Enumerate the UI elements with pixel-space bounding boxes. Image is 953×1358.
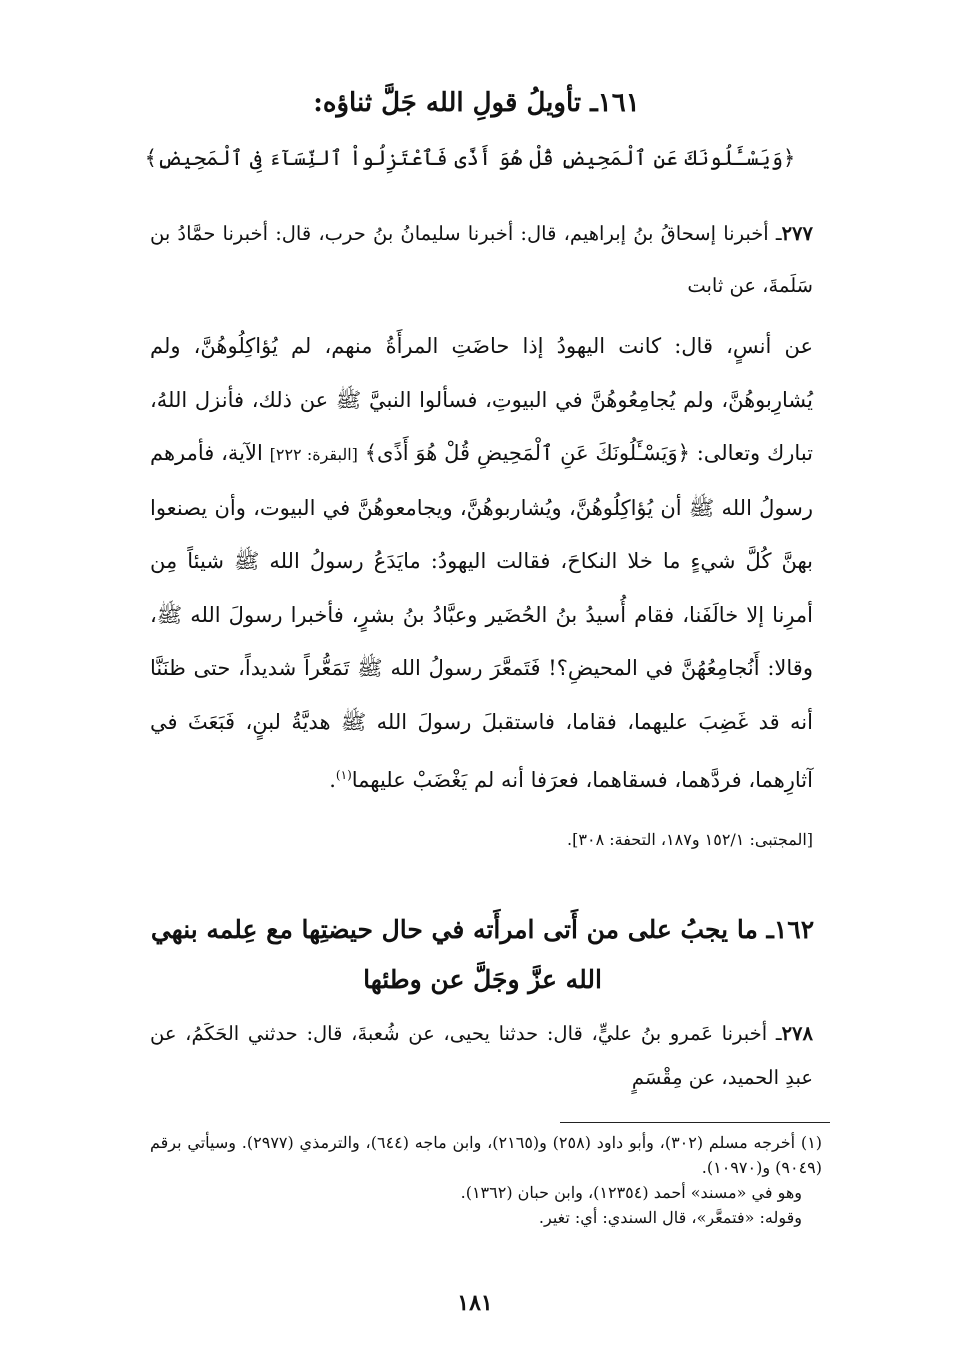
hadith-277-chain (150, 208, 813, 312)
quran-verse-heading: ﴿وَيَسْـَٔلُونَكَ عَنِ ٱلْمَحِيضِ قُلْ هُوَ أَذًى فَٱعْتَزِلُواْ ٱلنِّسَآءَ فِى ٱلْمَحِيضِ﴾ (144, 146, 796, 170)
hadith-text-part2: الآية، فأمرهم رسولُ الله ﷺ أن يُؤاكِلُوهُنَّ، ويُشاربوهُنَّ، ويجامعوهُنَّ في البيوت، وأن يصنعوا بهنَّ كُلَّ شيءٍ ما خلا النكاحَ، فقالت اليهودُ: مايَدَعُ رسولُ الله ﷺ شيئاً مِن أمرِنا إلا خالَفَنا، فقام أُسيدُ بنُ الحُضَير وعبَّادُ بنُ بشرٍ، فأخبرا رسولَ الله ﷺ، وقالا: أَنُجامِعُهُنَّ في المحيضِ؟! فَتَمعَّرَ رسولُ الله ﷺ تَمَعُّراً شديداً، حتى ظنَنَّا أنه قد غَضِبَ عليهما، فقاما، فاستقبلَ رسولَ الله ﷺ هديَّةُ لبنٍ، فَبَعَثَ في آثارِهما، فردَّهما، فسقاهما، فعرَفا أنه لم يَغْضَبْ عليهما (150, 441, 813, 792)
footnote-marker[interactable]: (١) (335, 768, 352, 782)
footnotes (150, 1130, 822, 1230)
hadith-chain-text: ـ أخبرنا إسحاقُ بنُ إبراهيم، قال: أخبرنا سليمانُ بنُ حرب، قال: أخبرنا حمَّادُ بن سَلَمةَ، عن ثابت (150, 222, 813, 297)
hadith-chain-text: ـ أخبرنا عَمرو بنُ عليٍّ، قال: حدثنا يحيى، عن شُعبةَ، قال: حدثني الحَكَمُ، عن عبدِ الحميد، عن مِقْسَمٍ (150, 1022, 813, 1089)
chapter-title-161: ١٦١ـ تأويلُ قولِ الله جَلَّ ثناؤه: (313, 88, 640, 118)
inline-quran-verse: ﴿وَيَسْـَٔلُونَكَ عَنِ ٱلْمَحِيضِ قُلْ هُوَ أَذًى﴾ (364, 441, 690, 465)
footnote-1: (١) أخرجه مسلم (٣٠٢)، وأبو داود (٢٥٨) و(٢١٦٥)، وابن ماجه (٦٤٤)، والترمذي (٢٩٧٧). وسيأتي برقم (٩٠٤٩) و(١٠٩٧٠). (150, 1133, 823, 1177)
end-period: . (329, 768, 336, 792)
footnote-1-note: وقوله: «فتمعَّر»، قال السندي: أي: تغير. (538, 1208, 802, 1227)
hadith-text-part1: عن أنسٍ، قال: كانت اليهودُ إذا حاضَتِ المرأَةُ منهم، لم يُؤاكِلُوهُنَّ، ولم يُشارِبوهُنَّ، ولم يُجامِعُوهُنَّ في البيوتِ، فسألوا النبيَّ ﷺ عن ذلك، فأنزل اللهُ، تبارك وتعالى: (150, 334, 814, 465)
source-reference: [المجتبى: ١٥٢/١ و١٨٧، التحفة: ٣٠٨]. (567, 830, 813, 849)
hadith-277-text (150, 320, 813, 808)
verse-reference: [البقرة: ٢٢٢] (269, 445, 358, 464)
footnote-separator (560, 1122, 830, 1123)
hadith-number: ٢٧٧ (781, 222, 813, 245)
page-number: ١٨١ (457, 1290, 493, 1316)
hadith-number: ٢٧٨ (781, 1022, 813, 1045)
hadith-278-chain (150, 1012, 813, 1100)
footnote-1-continued: وهو في «مسند» أحمد (١٢٣٥٤)، وابن حبان (١٣٦٢). (460, 1183, 802, 1202)
chapter-title-162: ١٦٢ـ ما يجبُ على من أَتى امرأَته في حال حيضتِها مع عِلمه بنهي الله عزَّ وجَلَّ عن وطئها (150, 915, 815, 994)
